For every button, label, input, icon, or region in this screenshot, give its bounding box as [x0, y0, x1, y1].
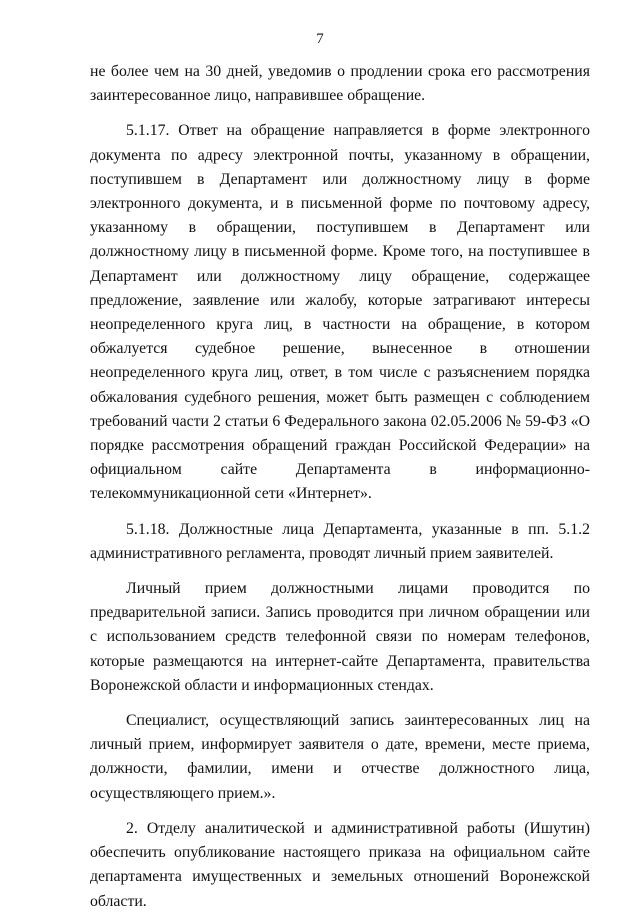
- paragraph-continuation: не более чем на 30 дней, уведомив о продлении срока его рассмотрения заинтересованное лицо, направившее обращение.: [90, 63, 590, 105]
- paragraph-5-1-17: 5.1.17. Ответ на обращение направляется в форме электронного документа по адресу электронной почты, указанному в обращении, поступившем в Департамент или должностному лицу в форме электронного документа, и в письменной форме по почтовому адресу, указанному в обращении, поступившем в Департамент или должностному лицу в письменной форме. Кроме того, на поступившее в Департамент или должностному лицу обращение, содержащее предложение, заявление или жалобу, которые затрагивают интересы неопределенного круга лиц, в частности на обращение, в котором обжалуется судебное решение, вынесенное в отношении неопределенного круга лиц, ответ, в том числе с разъяснением порядка обжалования судебного решения, может быть размещен с соблюдением требований части 2 статьи 6 Федерального закона 02.05.2006 № 59-ФЗ «О порядке рассмотрения обращений граждан Российской Федерации» на официальном сайте Департамента в информационно-телекоммуникационной сети «Интернет».: [90, 122, 590, 503]
- page-number: 7: [316, 31, 324, 47]
- paragraph-personal-reception: Личный прием должностными лицами проводится по предварительной записи. Запись проводится при личном обращении или с использованием средств телефонной связи по номерам телефонов, которые размещаются на интернет-сайте Департамента, правительства Воронежской области и информационных стендах.: [90, 580, 590, 694]
- paragraph-5-1-18: 5.1.18. Должностные лица Департамента, указанные в пп. 5.1.2 административного регламента, проводят личный прием заявителей.: [90, 520, 590, 562]
- paragraph-specialist: Специалист, осуществляющий запись заинтересованных лиц на личный прием, информирует заявителя о дате, времени, месте приема, должности, фамилии, имени и отчестве должностного лица, осуществляющего прием.».: [90, 712, 590, 802]
- document-body: [90, 60, 590, 914]
- paragraph-item-2: 2. Отделу аналитической и административной работы (Ишутин) обеспечить опубликование настоящего приказа на официальном сайте департамента имущественных и земельных отношений Воронежской области.: [90, 819, 590, 910]
